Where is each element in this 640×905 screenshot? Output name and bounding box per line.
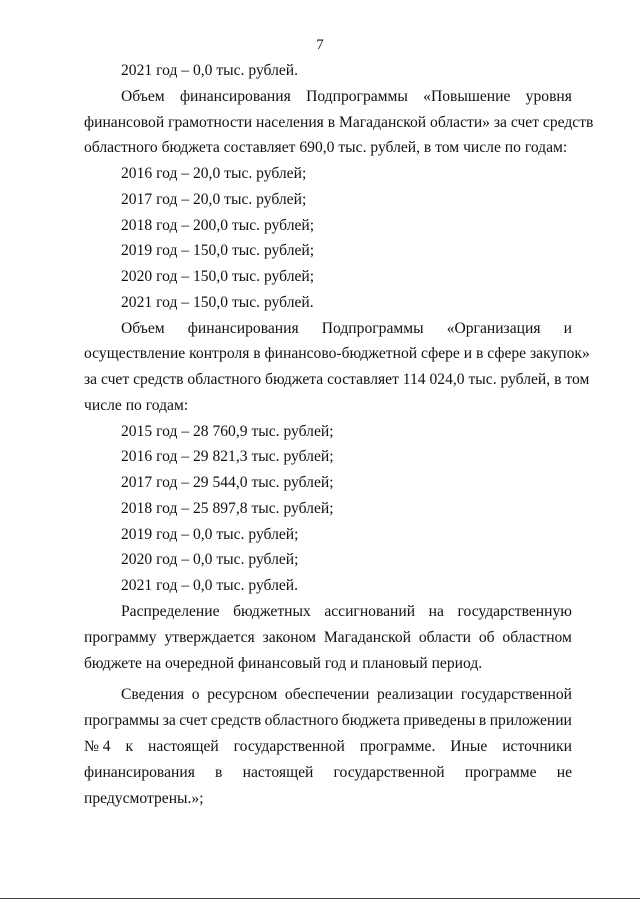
word: Распределение: [121, 603, 220, 620]
word: Объем: [121, 88, 165, 105]
word: государственной: [233, 738, 345, 755]
word: Сведения: [121, 686, 185, 703]
word: государственную: [457, 603, 572, 620]
text-line: 2018 год – 25 897,8 тыс. рублей;: [121, 500, 334, 517]
word: и: [563, 320, 572, 337]
text-line: 2021 год – 0,0 тыс. рублей.: [121, 577, 299, 594]
text-line: [84, 629, 572, 647]
word: за: [162, 712, 176, 729]
text-line: [121, 88, 572, 106]
word: Подпрограммы: [306, 88, 408, 105]
word: об: [478, 629, 495, 646]
text-line: за счет средств областного бюджета составляет 114 024,0 тыс. рублей, в том: [84, 371, 590, 388]
word: настоящей: [148, 738, 219, 755]
text-line: [84, 712, 572, 730]
text-line: числе по годам:: [84, 397, 189, 414]
word: «Повышение: [423, 88, 511, 105]
word: областного: [264, 712, 339, 729]
text-line: областного бюджета составляет 690,0 тыс. рублей, в том числе по годам:: [84, 139, 568, 156]
word: ассигнований: [324, 603, 416, 620]
scan-edge-line: [0, 898, 640, 899]
word: реализации: [376, 686, 454, 703]
word: законом: [262, 629, 316, 646]
word: финансирования: [84, 764, 195, 781]
text-line: 2016 год – 20,0 тыс. рублей;: [121, 165, 307, 182]
word: приведены: [403, 712, 476, 729]
text-line: 2016 год – 29 821,3 тыс. рублей;: [121, 448, 334, 465]
word: Подпрограммы: [321, 320, 424, 337]
text-line: 2021 год – 150,0 тыс. рублей.: [121, 294, 314, 311]
text-line: осуществление контроля в финансово-бюджетной сфере и в сфере закупок»: [84, 345, 590, 362]
word: утверждается: [164, 629, 255, 646]
word: настоящей: [242, 764, 314, 781]
word: на: [428, 603, 444, 620]
word: приложении: [489, 712, 572, 729]
text-line: бюджете на очередной финансовый год и плановый период.: [84, 655, 483, 672]
text-line: 2020 год – 0,0 тыс. рублей;: [121, 551, 299, 568]
word: в: [215, 764, 223, 781]
word: финансирования: [187, 320, 299, 337]
word: средств: [210, 712, 262, 729]
text-line: 2019 год – 0,0 тыс. рублей;: [121, 526, 299, 543]
word: обеспечении: [284, 686, 370, 703]
word: источники: [502, 738, 572, 755]
word: программе: [464, 764, 537, 781]
word: области: [418, 629, 471, 646]
text-line: [84, 764, 572, 782]
text-line: 2018 год – 200,0 тыс. рублей;: [121, 217, 315, 234]
text-line: предусмотрены.»;: [84, 790, 204, 807]
text-line: 2017 год – 29 544,0 тыс. рублей;: [121, 474, 334, 491]
text-line: 2020 год – 150,0 тыс. рублей;: [121, 268, 315, 285]
word: программу: [84, 629, 157, 646]
word: ресурсном: [207, 686, 278, 703]
text-line: 2015 год – 28 760,9 тыс. рублей;: [121, 423, 334, 440]
word: государственной: [460, 686, 572, 703]
text-line: финансовой грамотности населения в Магаданской области» за счет средств: [84, 114, 594, 131]
word: счет: [179, 712, 208, 729]
word: № 4: [84, 738, 111, 755]
text-line: [121, 603, 572, 621]
text-line: [121, 320, 572, 338]
word: бюджета: [341, 712, 400, 729]
word: финансирования: [179, 88, 291, 105]
page-number: 7: [316, 37, 324, 53]
word: программы: [84, 712, 160, 729]
text-line: 2019 год – 150,0 тыс. рублей;: [121, 242, 315, 259]
word: программе.: [359, 738, 436, 755]
text-line: [84, 738, 572, 756]
word: к: [125, 738, 134, 755]
text-line: 2017 год – 20,0 тыс. рублей;: [121, 191, 307, 208]
word: Иные: [450, 738, 488, 755]
word: государственной: [333, 764, 445, 781]
word: уровня: [525, 88, 572, 105]
text-line: 2021 год – 0,0 тыс. рублей.: [121, 62, 299, 79]
word: Магаданской: [323, 629, 411, 646]
word: «Организация: [446, 320, 541, 337]
word: в: [478, 712, 487, 729]
word: не: [556, 764, 572, 781]
word: областном: [502, 629, 572, 646]
word: о: [191, 686, 200, 703]
text-line: [121, 686, 572, 704]
word: Объем: [121, 320, 165, 337]
word: бюджетных: [233, 603, 311, 620]
